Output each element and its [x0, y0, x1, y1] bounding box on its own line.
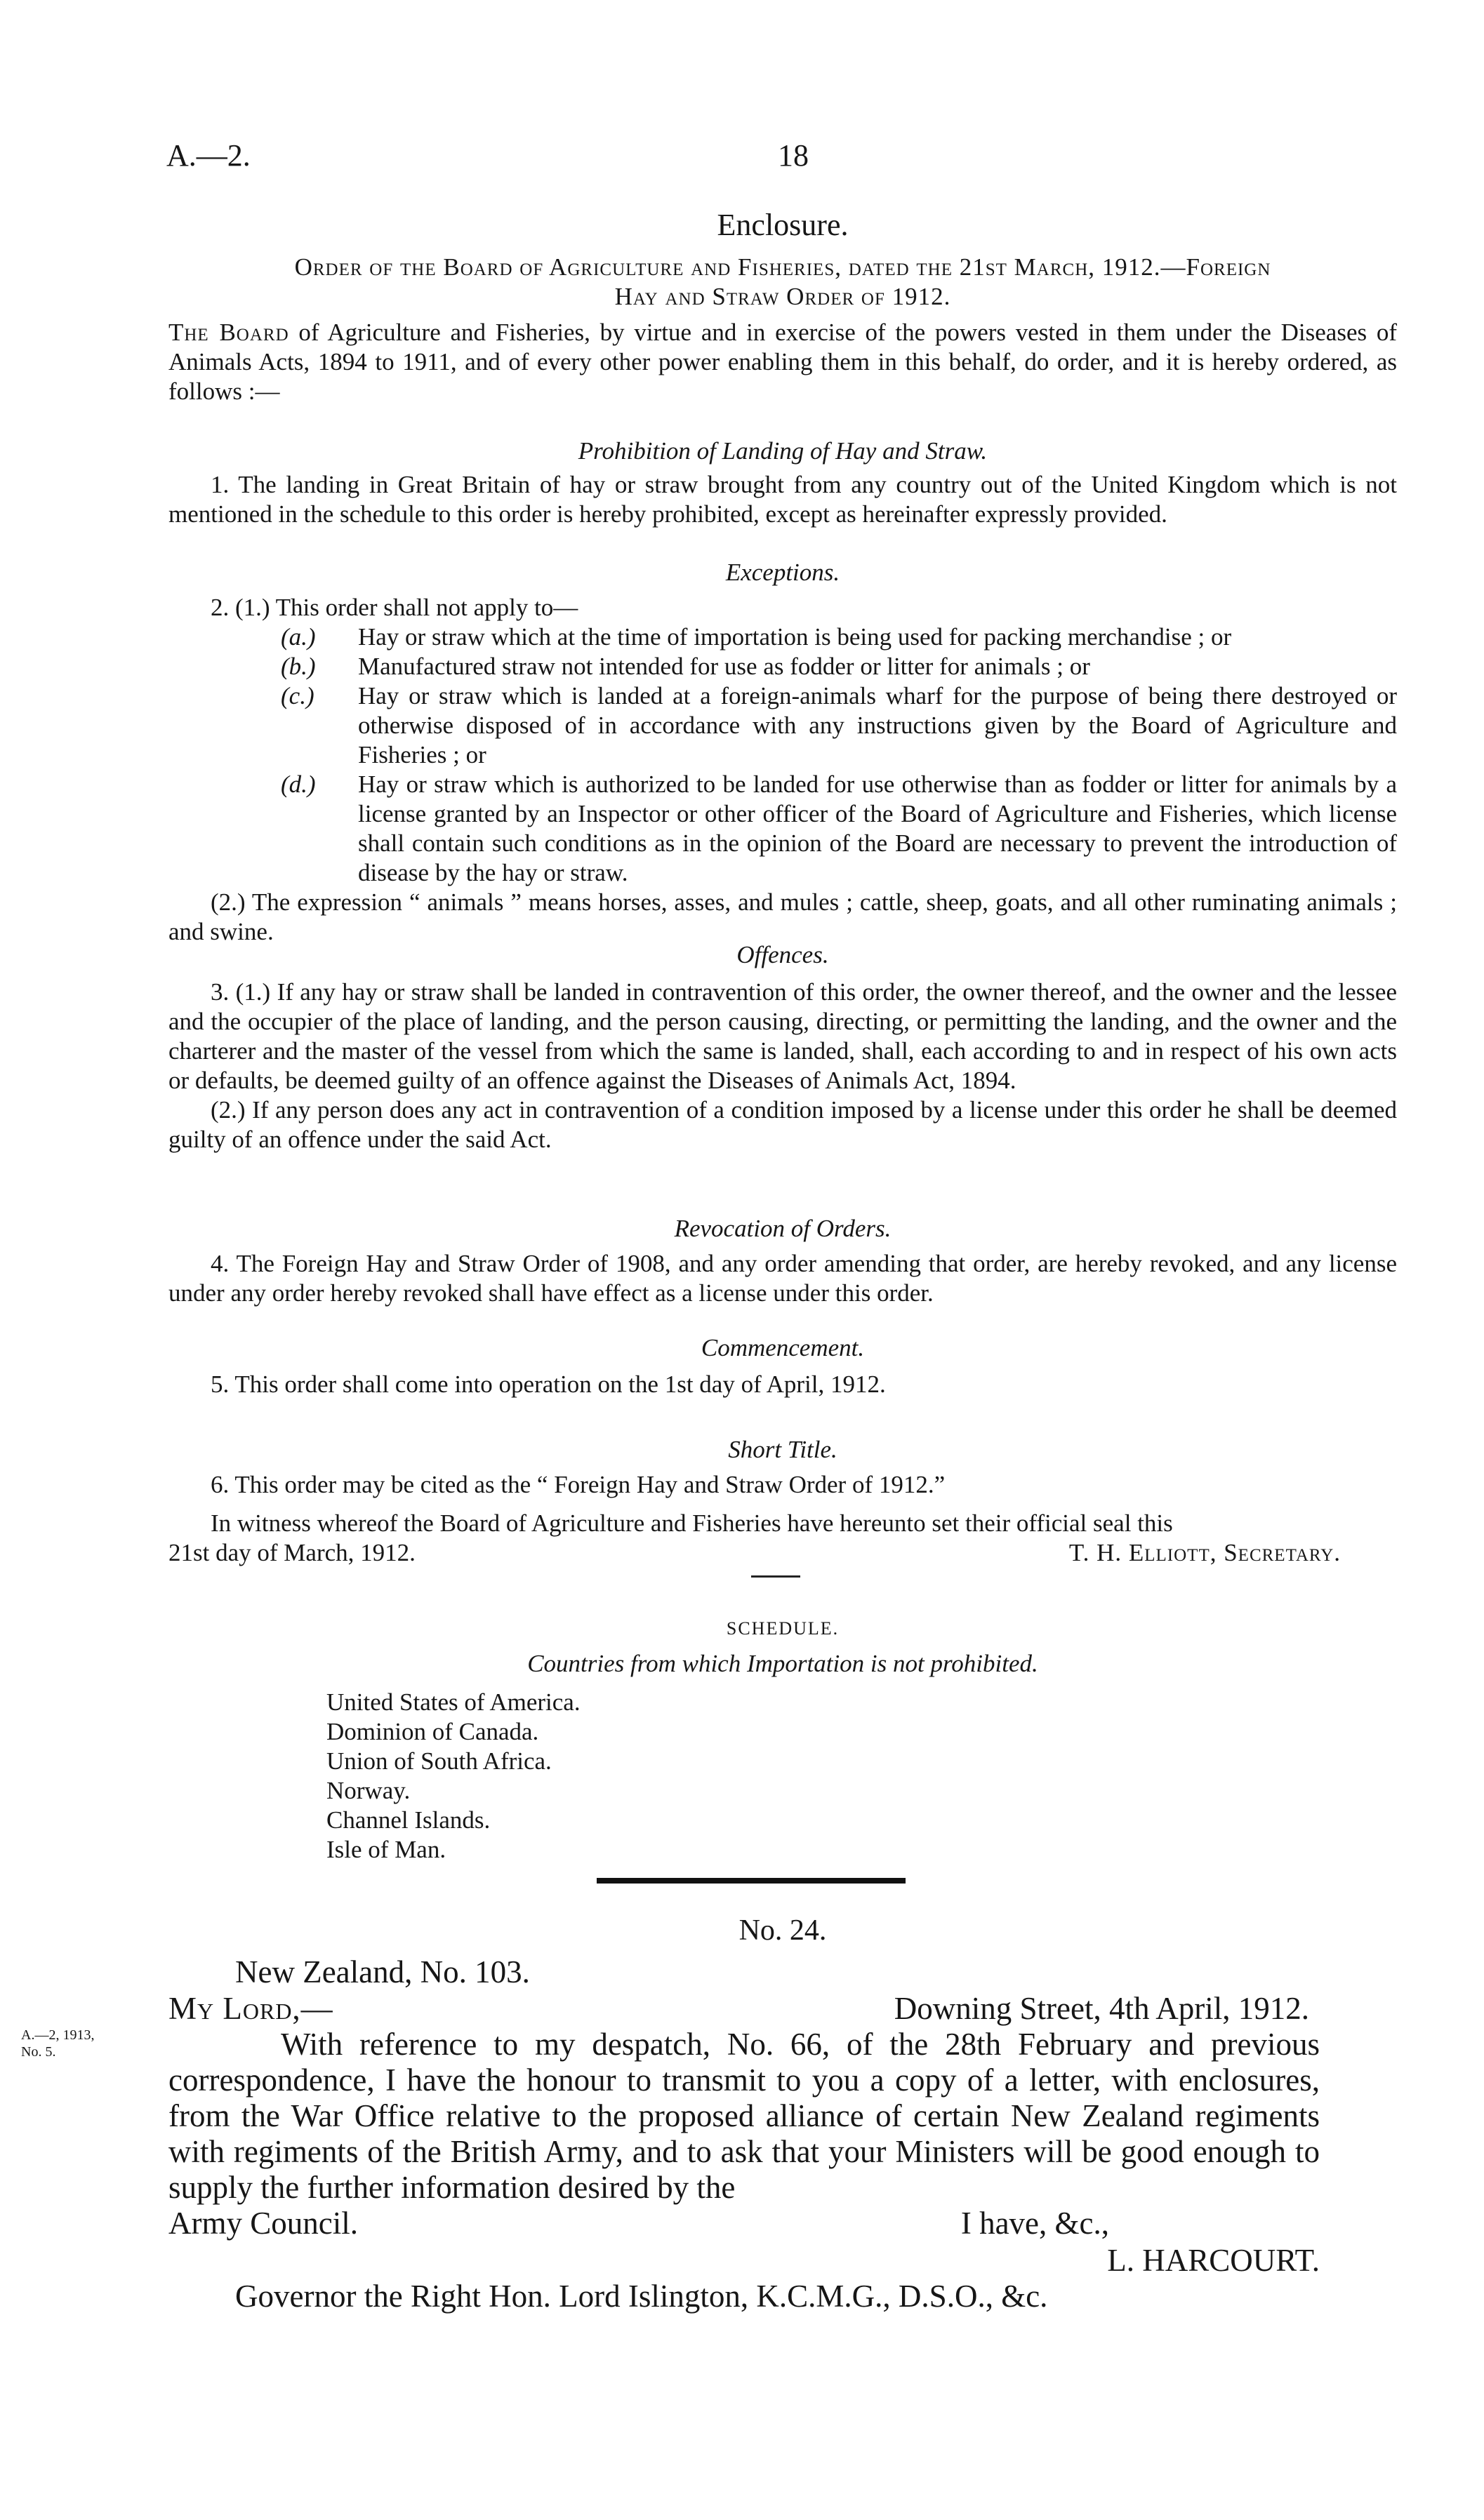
paragraph-3	[168, 978, 1397, 1154]
paragraph-6: 6. This order may be cited as the “ Foreign Hay and Straw Order of 1912.”	[211, 1471, 946, 1498]
exception-item-c	[168, 681, 1397, 770]
country-item: Dominion of Canada.	[326, 1718, 539, 1745]
despatch-place-date: Downing Street, 4th April, 1912.	[894, 1991, 1309, 2026]
closing-row	[168, 2206, 1320, 2241]
witness-signature-row	[168, 1538, 1397, 1568]
order-title-line2: Hay and Straw Order of 1912.	[614, 283, 951, 310]
preamble-lead: The Board	[168, 319, 289, 346]
item-text: Manufactured straw not intended for use as fodder or litter for animals ; or	[358, 653, 1090, 680]
prohibition-heading: Prohibition of Landing of Hay and Straw.	[578, 437, 988, 465]
short-title-heading: Short Title.	[728, 1436, 837, 1463]
exception-item-a	[168, 622, 1397, 652]
section-divider	[751, 1575, 800, 1578]
item-mark: (b.)	[281, 653, 316, 680]
preamble-text: of Agriculture and Fisheries, by virtue and in exercise of the powers vested in them under the Diseases of Animals Acts, 1894 to 1911, and of every other power enabling them in this behalf, do order, and it is hereby ordered, as follows :—	[168, 319, 1398, 405]
exception-item-d	[168, 770, 1397, 888]
paragraph-4: 4. The Foreign Hay and Straw Order of 1908, and any order amending that order, are hereby revoked, and any license under any order hereby revoked shall have effect as a license under this order.	[168, 1250, 1397, 1307]
item-text: Hay or straw which is landed at a foreign-animals wharf for the purpose of being there destroyed or otherwise disposed of in accordance with any instructions given by the Board of Agriculture and Fisheries ; or	[358, 682, 1397, 768]
margin-ref-line2: No. 5.	[21, 2044, 56, 2060]
item-text: Hay or straw which at the time of importation is being used for packing merchandise ; or	[358, 623, 1232, 651]
witness-clause	[168, 1509, 1397, 1568]
country-item: United States of America.	[326, 1688, 581, 1716]
signatory: T. H. Elliott, Secretary.	[1068, 1539, 1341, 1566]
exception-item-b	[168, 652, 1397, 681]
schedule-subheading: Countries from which Importation is not prohibited.	[527, 1650, 1038, 1677]
order-title-line1: Order of the Board of Agriculture and Fisheries, dated the 21st March, 1912.—Foreign	[294, 253, 1271, 281]
country-item: Isle of Man.	[326, 1836, 446, 1863]
despatch-body: With reference to my despatch, No. 66, of the 28th February and previous correspondence, I have the honour to transmit to you a copy of a letter, with enclosures, from the War Office relative to the proposed alliance of certain New Zealand regiments with regiments of the British Army, and to ask that your Ministers will be good enough to supply the further information desired by the	[168, 2027, 1320, 2205]
item-mark: (d.)	[281, 771, 316, 798]
item-text: Hay or straw which is authorized to be landed for use otherwise than as fodder or litter for animals by a license granted by an Inspector or other officer of the Board of Agriculture and Fisheries, which license shall contain such conditions as in the opinion of the Board are necessary to prevent the introduction of disease by the hay or straw.	[358, 771, 1397, 886]
schedule-country-list	[326, 1688, 958, 1865]
country-item: Union of South Africa.	[326, 1747, 552, 1775]
paragraph-1: 1. The landing in Great Britain of hay or straw brought from any country out of the United Kingdom which is not mentioned in the schedule to this order is hereby prohibited, except as hereinafter expressly provided.	[168, 471, 1397, 528]
despatch-signature: L. HARCOURT.	[1107, 2243, 1320, 2278]
revocation-heading: Revocation of Orders.	[674, 1215, 892, 1242]
paragraph-2-intro: 2. (1.) This order shall not apply to—	[211, 594, 578, 621]
offences-heading: Offences.	[736, 941, 829, 968]
preamble	[168, 318, 1397, 406]
despatch-closing: I have, &c.,	[960, 2206, 1109, 2241]
despatch-body-end: Army Council.	[168, 2206, 358, 2241]
paragraph-5: 5. This order shall come into operation on the 1st day of April, 1912.	[211, 1371, 886, 1398]
schedule-heading: SCHEDULE.	[726, 1618, 840, 1639]
exceptions-heading: Exceptions.	[725, 559, 840, 586]
salutation-row	[168, 1991, 1320, 2027]
despatch-addressee: Governor the Right Hon. Lord Islington, K.C.M.G., D.S.O., &c.	[235, 2279, 1048, 2314]
enclosure-heading: Enclosure.	[717, 208, 849, 242]
margin-reference	[21, 2027, 94, 2060]
despatch-salutation: My Lord,—	[168, 1991, 333, 2026]
paragraph-3-1: 3. (1.) If any hay or straw shall be landed in contravention of this order, the owner thereof, and the owner and the lessee and the occupier of the place of landing, and the person causing, directing, or permitting the landing, and the owner and the charterer and the master of the vessel from which the same is landed, shall, each according to and in respect of his own acts or defaults, be deemed guilty of an offence against the Diseases of Animals Act, 1894.	[168, 978, 1397, 1094]
witness-text: In witness whereof the Board of Agriculture and Fisheries have hereunto set their official seal this	[211, 1509, 1173, 1537]
paragraph-2	[168, 593, 1397, 947]
despatch-closing-row	[168, 2206, 1320, 2241]
witness-date: 21st day of March, 1912.	[168, 1539, 416, 1566]
commencement-heading: Commencement.	[701, 1334, 865, 1361]
country-item: Channel Islands.	[326, 1806, 491, 1834]
item-mark: (c.)	[281, 682, 314, 709]
country-item: Norway.	[326, 1777, 411, 1804]
despatch-number: No. 24.	[738, 1914, 827, 1947]
paragraph-3-2: (2.) If any person does any act in contravention of a condition imposed by a license under this order he shall be deemed guilty of an offence under the said Act.	[168, 1096, 1397, 1153]
despatch-colony: New Zealand, No. 103.	[235, 1954, 530, 1989]
item-mark: (a.)	[281, 623, 316, 651]
order-title	[168, 253, 1397, 312]
page-number: 18	[778, 138, 809, 173]
despatch-salutation-row	[168, 1991, 1320, 2027]
despatch-divider	[597, 1878, 906, 1884]
parliamentary-paper-ref: A.—2.	[166, 138, 251, 173]
paragraph-2-2: (2.) The expression “ animals ” means horses, asses, and mules ; cattle, sheep, goats, and all other ruminating animals ; and swine.	[168, 888, 1397, 945]
margin-ref-line1: A.—2, 1913,	[21, 2027, 95, 2043]
